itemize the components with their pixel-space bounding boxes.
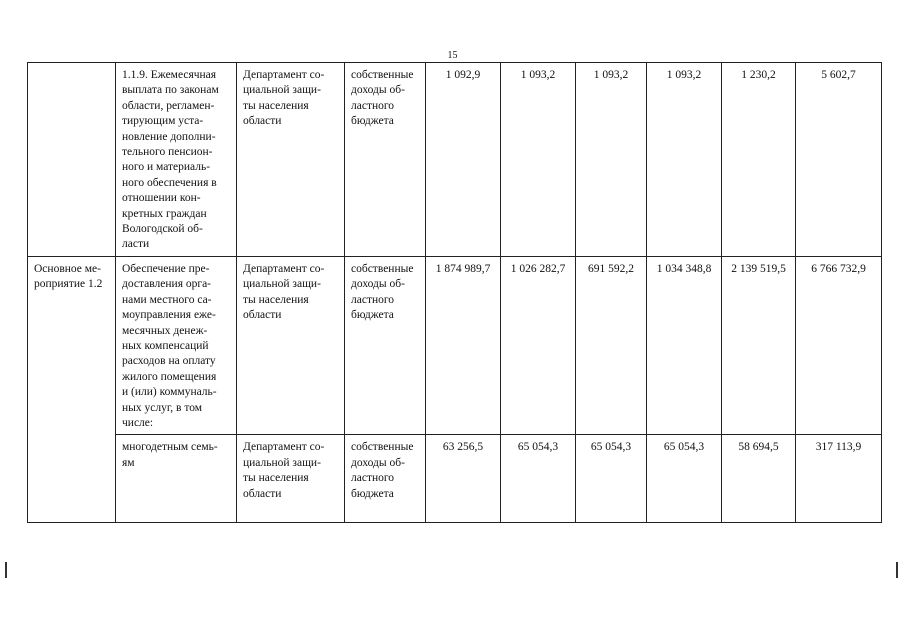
value-cell-2021: 65 054,3 — [576, 435, 647, 523]
executor-cell: Департамент со- циальной защи- ты населения области — [237, 435, 345, 523]
value-cell-2019: 63 256,5 — [426, 435, 501, 523]
value-cell-2019: 1 874 989,7 — [426, 256, 501, 434]
source-cell: собственные доходы об- ластного бюджета — [345, 256, 426, 434]
value-cell-2020: 1 093,2 — [501, 63, 576, 257]
value-cell-2023: 1 230,2 — [722, 63, 796, 257]
table-row — [28, 63, 882, 257]
scan-margin-mark-left — [5, 562, 7, 578]
scan-margin-mark-right — [896, 562, 898, 578]
table-row — [28, 435, 882, 523]
value-cell-2022: 1 093,2 — [647, 63, 722, 257]
value-cell-2022: 1 034 348,8 — [647, 256, 722, 434]
page-number: 15 — [447, 50, 458, 61]
value-cell-2022: 65 054,3 — [647, 435, 722, 523]
event-cell — [28, 63, 116, 257]
source-cell: собственные доходы об- ластного бюджета — [345, 63, 426, 257]
value-cell-2020: 1 026 282,7 — [501, 256, 576, 434]
value-cell-2021: 1 093,2 — [576, 63, 647, 257]
value-cell-total: 317 113,9 — [796, 435, 882, 523]
value-cell-2019: 1 092,9 — [426, 63, 501, 257]
value-cell-total: 6 766 732,9 — [796, 256, 882, 434]
name-cell: многодетным семь- ям — [116, 435, 237, 523]
value-cell-total: 5 602,7 — [796, 63, 882, 257]
table-row — [28, 256, 882, 434]
source-cell: собственные доходы об- ластного бюджета — [345, 435, 426, 523]
budget-table — [27, 62, 882, 523]
value-cell-2023: 2 139 519,5 — [722, 256, 796, 434]
executor-cell: Департамент со- циальной защи- ты населения области — [237, 63, 345, 257]
name-cell: Обеспечение пре- доставления орга- нами местного са- моуправления еже- месячных денеж- ных компенсаций расходов на оплату жилого помещения и (или) коммуналь- ных услуг, в том числе: — [116, 256, 237, 434]
value-cell-2020: 65 054,3 — [501, 435, 576, 523]
name-cell: 1.1.9. Ежемесячная выплата по законам области, регламен- тирующим уста- новление дополни- тельного пенсион- ного и материаль- ного обеспечения в отношении кон- кретных граждан Вологодской об- ласти — [116, 63, 237, 257]
value-cell-2021: 691 592,2 — [576, 256, 647, 434]
executor-cell: Департамент со- циальной защи- ты населения области — [237, 256, 345, 434]
event-cell: Основное ме- роприятие 1.2 — [28, 256, 116, 522]
value-cell-2023: 58 694,5 — [722, 435, 796, 523]
